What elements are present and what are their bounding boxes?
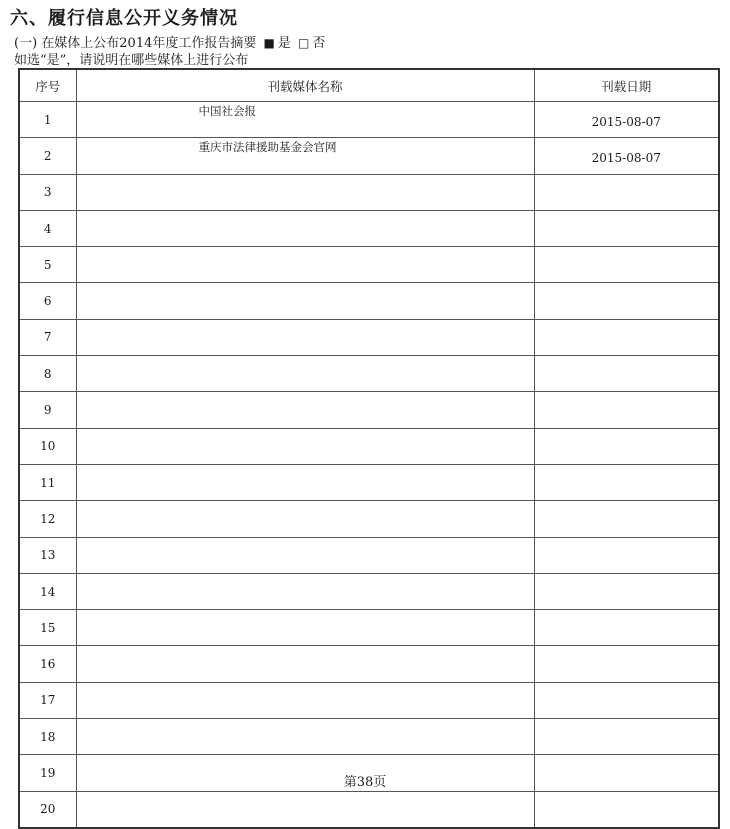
row-index: 3 (19, 174, 76, 210)
table-row (19, 791, 719, 828)
table-row (19, 719, 719, 755)
publish-date-cell[interactable] (534, 174, 719, 210)
question-text: (一) 在媒体上公布2014年度工作报告摘要 (14, 36, 257, 51)
header-date: 刊载日期 (534, 69, 719, 102)
table-row (19, 428, 719, 464)
publish-date-cell[interactable] (534, 610, 719, 646)
publish-date-cell[interactable] (534, 283, 719, 319)
media-name-cell[interactable] (76, 646, 534, 682)
row-index: 14 (19, 573, 76, 609)
publish-date-cell[interactable] (534, 682, 719, 718)
table-row (19, 392, 719, 428)
table-row (19, 356, 719, 392)
table-row (19, 283, 719, 319)
yes-label: 是 (277, 36, 291, 51)
table-row (19, 210, 719, 246)
row-index: 4 (19, 210, 76, 246)
row-index: 16 (19, 646, 76, 682)
publish-date-cell[interactable] (534, 392, 719, 428)
media-name-cell[interactable] (76, 210, 534, 246)
publish-date-cell[interactable] (534, 428, 719, 464)
table-row (19, 174, 719, 210)
media-name-cell[interactable] (76, 464, 534, 500)
row-index: 17 (19, 682, 76, 718)
table-header-row (19, 69, 719, 102)
row-index: 1 (19, 102, 76, 138)
publish-date-cell[interactable] (534, 247, 719, 283)
media-name-cell[interactable] (76, 174, 534, 210)
row-index: 18 (19, 719, 76, 755)
publish-date-cell[interactable] (534, 319, 719, 355)
media-table (18, 68, 720, 829)
publish-date-cell[interactable]: 2015-08-07 (534, 138, 719, 174)
no-checkbox-empty[interactable]: □ (298, 36, 310, 50)
table-row (19, 646, 719, 682)
media-name-cell[interactable] (76, 501, 534, 537)
page-number: 第38页 (343, 775, 387, 790)
table-row (19, 464, 719, 500)
section-title: 六、履行信息公开义务情况 (10, 8, 238, 29)
table-row (19, 573, 719, 609)
row-index: 10 (19, 428, 76, 464)
table-body (19, 102, 719, 828)
media-name-cell[interactable] (76, 356, 534, 392)
table-row (19, 537, 719, 573)
row-index: 19 (19, 755, 76, 791)
media-name-cell[interactable] (76, 610, 534, 646)
media-name-cell[interactable] (76, 428, 534, 464)
table-row (19, 247, 719, 283)
table-row (19, 138, 719, 174)
table-row (19, 501, 719, 537)
no-label: 否 (312, 36, 326, 51)
publish-note: 如选“是”，请说明在哪些媒体上进行公布 (14, 53, 249, 68)
media-name-cell[interactable] (76, 283, 534, 319)
header-index: 序号 (19, 69, 76, 102)
row-index: 2 (19, 138, 76, 174)
row-index: 20 (19, 791, 76, 828)
media-name-cell[interactable] (76, 392, 534, 428)
yes-checkbox-checked[interactable]: ■ (263, 36, 275, 50)
publish-date-cell[interactable] (534, 537, 719, 573)
table-row (19, 682, 719, 718)
row-index: 6 (19, 283, 76, 319)
media-name-cell[interactable] (76, 138, 534, 174)
row-index: 15 (19, 610, 76, 646)
media-name-cell[interactable] (76, 537, 534, 573)
row-index: 9 (19, 392, 76, 428)
row-index: 12 (19, 501, 76, 537)
table-row (19, 610, 719, 646)
media-name-cell[interactable] (76, 719, 534, 755)
media-name-text: 重庆市法律援助基金会官网 (198, 140, 337, 155)
header-media-name: 刊载媒体名称 (76, 69, 534, 102)
publish-date-cell[interactable] (534, 719, 719, 755)
media-name-cell[interactable] (76, 319, 534, 355)
media-name-cell[interactable] (76, 791, 534, 828)
media-name-cell[interactable] (76, 573, 534, 609)
table-row (19, 319, 719, 355)
publish-date-cell[interactable] (534, 573, 719, 609)
media-name-cell[interactable] (76, 102, 534, 138)
row-index: 13 (19, 537, 76, 573)
row-index: 5 (19, 247, 76, 283)
media-name-text: 中国社会报 (198, 104, 256, 118)
row-index: 8 (19, 356, 76, 392)
publish-date-cell[interactable] (534, 501, 719, 537)
row-index: 11 (19, 464, 76, 500)
publish-date-cell[interactable] (534, 356, 719, 392)
publish-date-cell[interactable]: 2015-08-07 (534, 102, 719, 138)
table-row (19, 102, 719, 138)
publish-date-cell[interactable] (534, 464, 719, 500)
publish-date-cell[interactable] (534, 646, 719, 682)
publish-date-cell[interactable] (534, 791, 719, 828)
media-name-cell[interactable] (76, 682, 534, 718)
media-name-cell[interactable] (76, 247, 534, 283)
row-index: 7 (19, 319, 76, 355)
publish-date-cell[interactable] (534, 210, 719, 246)
